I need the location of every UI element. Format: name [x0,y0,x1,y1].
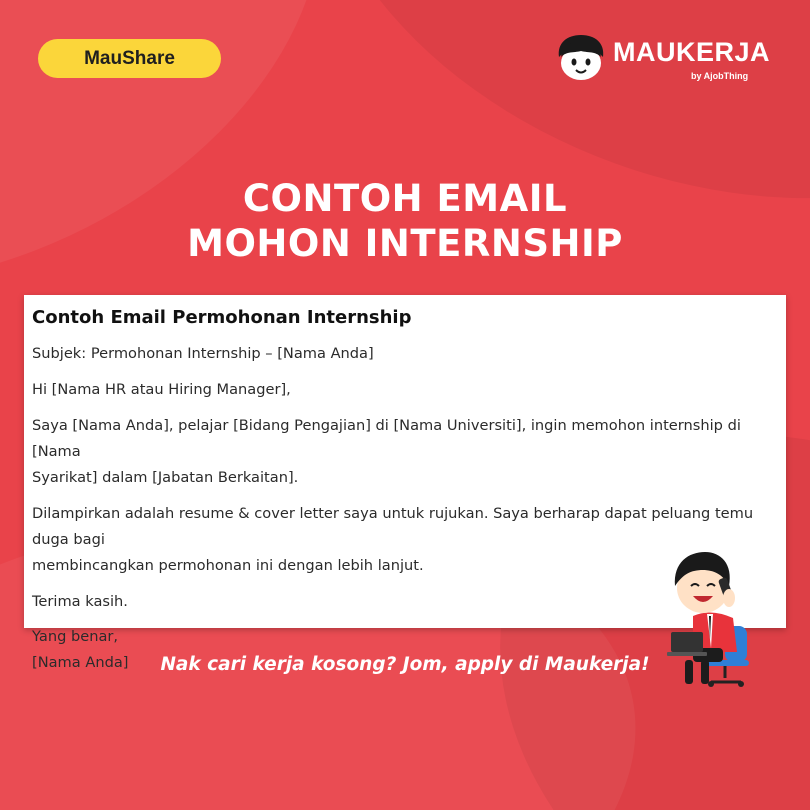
email-title: Contoh Email Permohonan Internship [32,307,412,328]
email-thanks: Terima kasih. [32,593,128,610]
email-closing: Yang benar, [32,628,119,645]
email-greeting: Hi [Nama HR atau Hiring Manager], [32,381,291,398]
maukerja-logo [553,33,771,87]
maushare-badge: MauShare [38,39,221,78]
email-paragraph-2-line-2: membincangkan permohonan ini dengan lebih lanjut. [32,557,424,574]
email-paragraph-1-line-2: Syarikat] dalam [Jabatan Berkaitan]. [32,469,299,486]
headline-line-2: MOHON INTERNSHIP [187,222,623,265]
email-paragraph-1-line-1: Saya [Nama Anda], pelajar [Bidang Pengajian] di [Nama Universiti], ingin memohon internship di [Nama [32,417,741,460]
headline [0,176,810,266]
email-subject: Subjek: Permohonan Internship – [Nama Anda] [32,345,374,362]
headline-line-1: CONTOH EMAIL [242,177,568,220]
email-signature: [Nama Anda] [32,654,129,671]
footer-cta: Nak cari kerja kosong? Jom, apply di Maukerja! [160,654,650,675]
mascot-face-icon [553,33,609,83]
brand-tagline: by AjobThing [691,71,749,81]
email-paragraph-2-line-1: Dilampirkan adalah resume & cover letter saya untuk rujukan. Saya berharap dapat peluang temu duga bagi [32,505,754,548]
brand-name: MAUKERJA [613,37,771,67]
